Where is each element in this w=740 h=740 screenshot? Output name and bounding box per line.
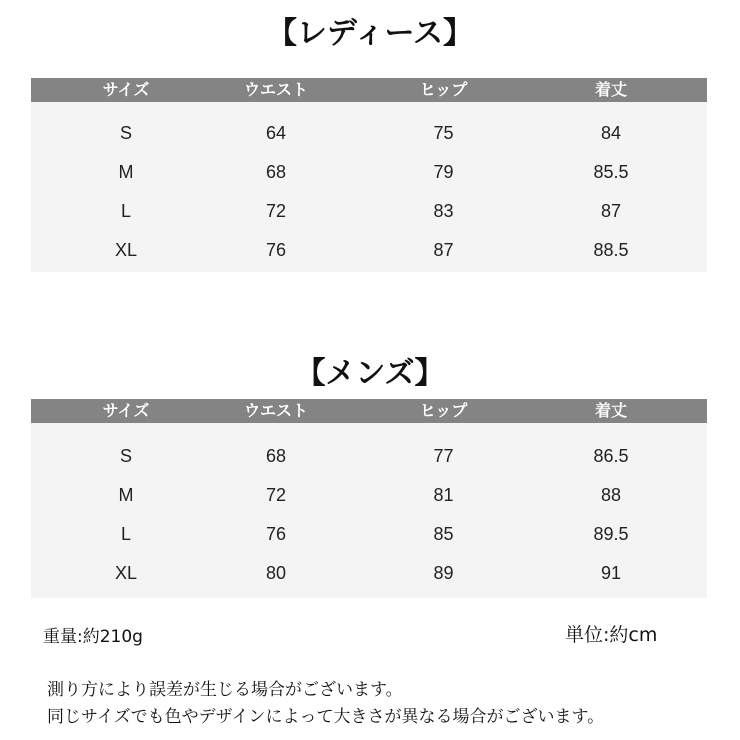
- header-hip: ヒップ: [419, 401, 468, 420]
- table-row: [31, 476, 707, 515]
- cell-waist: 72: [265, 201, 287, 221]
- cell-length: 88: [600, 485, 622, 505]
- mens-title: 【メンズ】: [295, 356, 445, 391]
- table-header: [31, 78, 707, 102]
- cell-length: 88.5: [593, 240, 629, 260]
- cell-length: 86.5: [593, 446, 629, 466]
- mens-size-table: [31, 399, 707, 598]
- cell-length: 91: [600, 563, 622, 583]
- cell-hip: 83: [433, 201, 454, 221]
- header-size: サイズ: [102, 401, 150, 420]
- table-row: [31, 554, 707, 593]
- table-row: [31, 114, 707, 153]
- cell-hip: 81: [433, 485, 454, 505]
- ladies-title: 【レディース】: [266, 16, 474, 51]
- table-row: [31, 192, 707, 231]
- table-header: [31, 399, 707, 423]
- cell-size: M: [118, 162, 134, 182]
- cell-length: 87: [600, 201, 622, 221]
- table-row: [31, 437, 707, 476]
- cell-waist: 68: [265, 162, 287, 182]
- cell-size: XL: [114, 563, 138, 583]
- cell-waist: 68: [265, 446, 287, 466]
- cell-length: 85.5: [593, 162, 629, 182]
- unit-text: 単位:約cm: [565, 624, 658, 646]
- cell-size: S: [119, 123, 132, 143]
- cell-hip: 87: [433, 240, 454, 260]
- cell-waist: 72: [265, 485, 287, 505]
- cell-waist: 76: [265, 524, 287, 544]
- header-waist: ウエスト: [243, 401, 308, 420]
- cell-hip: 89: [433, 563, 454, 583]
- cell-hip: 85: [433, 524, 454, 544]
- note-line-1: 測り方により誤差が生じる場合がございます。: [47, 680, 403, 700]
- weight-text: 重量:約210g: [43, 627, 143, 647]
- cell-size: S: [119, 446, 132, 466]
- table-row: [31, 153, 707, 192]
- cell-size: XL: [114, 240, 138, 260]
- cell-size: L: [120, 524, 131, 544]
- note-line-2: 同じサイズでも色やデザインによって大きさが異なる場合がございます。: [47, 707, 605, 727]
- header-length: 着丈: [594, 401, 627, 420]
- cell-length: 89.5: [593, 524, 629, 544]
- cell-waist: 80: [265, 563, 287, 583]
- cell-length: 84: [600, 123, 622, 143]
- cell-waist: 76: [265, 240, 287, 260]
- cell-size: L: [120, 201, 131, 221]
- header-waist: ウエスト: [243, 80, 308, 99]
- header-hip: ヒップ: [419, 80, 468, 99]
- cell-hip: 77: [433, 446, 454, 466]
- cell-hip: 75: [433, 123, 454, 143]
- cell-hip: 79: [433, 162, 454, 182]
- header-size: サイズ: [102, 80, 150, 99]
- ladies-size-table: [31, 78, 707, 272]
- table-row: [31, 515, 707, 554]
- cell-waist: 64: [265, 123, 287, 143]
- cell-size: M: [118, 485, 134, 505]
- table-row: [31, 231, 707, 270]
- header-length: 着丈: [594, 80, 627, 99]
